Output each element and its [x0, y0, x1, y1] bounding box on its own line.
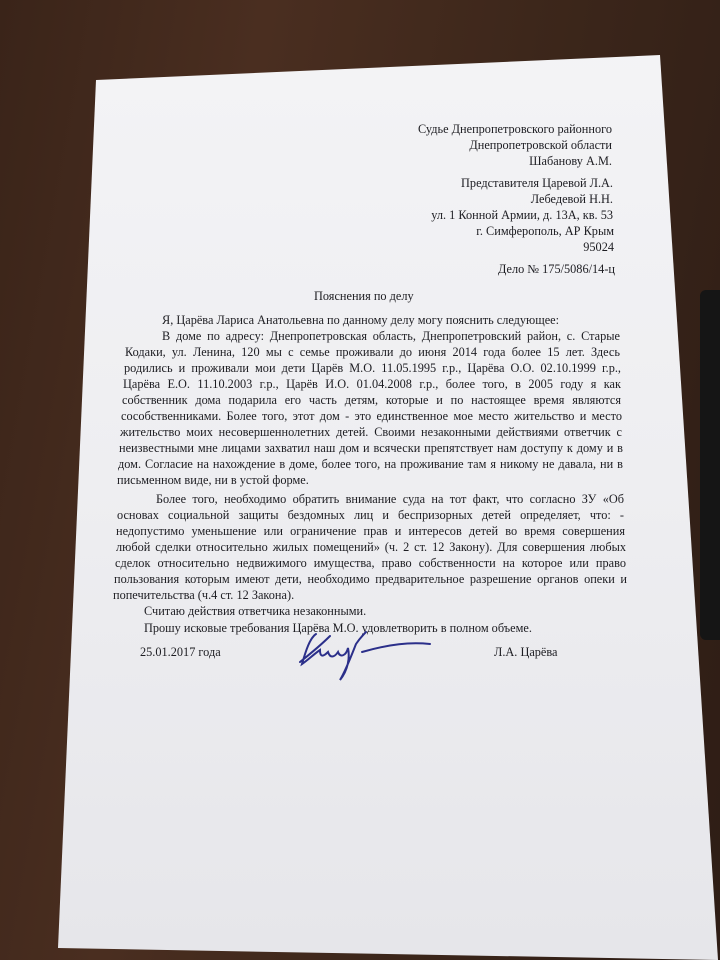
sender-line: ул. 1 Конной Армии, д. 13А, кв. 53 — [431, 208, 613, 222]
body-line: любой сделки относительно жилых помещений» (ч. 2 ст. 12 Закону). Для совершения любых — [116, 540, 626, 554]
dark-device-edge — [700, 290, 720, 640]
addressee-line: Шабанову А.М. — [529, 154, 612, 168]
sender-line: Представителя Царевой Л.А. — [461, 176, 613, 190]
body-line: недопустимо уменьшение или ограничение прав и интересов детей во время совершения — [116, 524, 625, 538]
body-line: попечительства (ч.4 ст. 12 Закона). — [113, 588, 295, 602]
body-line: родились и проживали мои дети Царёв М.О. 11.05.1995 г.р., Царёва О.О. 02.10.1999 г.р., — [124, 361, 621, 375]
date: 25.01.2017 года — [140, 645, 221, 659]
handwritten-signature — [290, 624, 450, 684]
sender-line: Лебедевой Н.Н. — [530, 192, 613, 206]
body-line: сособственниками. Более того, этот дом - это единственное мое место жительство и место — [121, 409, 622, 423]
body-line: собственник дома подарила его часть детям, которые и по настоящее время являются — [122, 393, 621, 407]
sender-line: г. Симферополь, АР Крым — [476, 224, 614, 238]
body-line: дом. Согласие на нахождение в доме, более того, на проживание там я никому не давала, ни в — [118, 457, 623, 471]
addressee-line: Днепропетровской области — [469, 138, 612, 152]
body-line: сделок относительно недвижимого имущества, право собственности на которое или право — [115, 556, 626, 570]
intro-line: Я, Царёва Лариса Анатольевна по данному делу могу пояснить следующее: — [162, 313, 560, 327]
body-line: Более того, необходимо обратить внимание суда на тот факт, что согласно ЗУ «Об — [156, 492, 624, 506]
conclusion: Считаю действия ответчика незаконными. — [144, 604, 367, 618]
sender-line: 95024 — [583, 240, 614, 254]
body-line: В доме по адресу: Днепропетровская область, Днепропетровский район, с. Старые — [162, 329, 620, 343]
signature-name: Л.А. Царёва — [494, 645, 558, 659]
body-line: письменном виде, ни в устой форме. — [117, 473, 309, 487]
addressee-line: Судье Днепропетровского районного — [417, 122, 612, 136]
document-title: Пояснения по делу — [314, 289, 414, 303]
body-line: жительство моих несовершеннолетних детей. Своими незаконными действиями ответчик с — [120, 425, 622, 439]
body-line: Кодаки, ул. Ленина, 120 мы с семье проживали до июня 2014 года более 15 лет. Здесь — [125, 345, 620, 359]
body-line: неизвестными мне лицами захватил наш дом и всячески препятствует нам доступу к дому и в — [119, 441, 623, 455]
case-number: Дело № 175/5086/14-ц — [497, 262, 615, 276]
body-line: Царёва Е.О. 11.10.2003 г.р., Царёв И.О. 01.04.2008 г.р., более того, в 2005 году я как — [123, 377, 621, 391]
request: Прошу исковые требования Царёва М.О. удовлетворить в полном объеме. — [144, 621, 532, 635]
body-line: основах социальной защиты бездомных лиц и беспризорных детей определяет, что: - — [117, 508, 624, 522]
body-line: пользования которым имеют дети, необходимо предварительное разрешение органов опеки и — [114, 572, 627, 586]
